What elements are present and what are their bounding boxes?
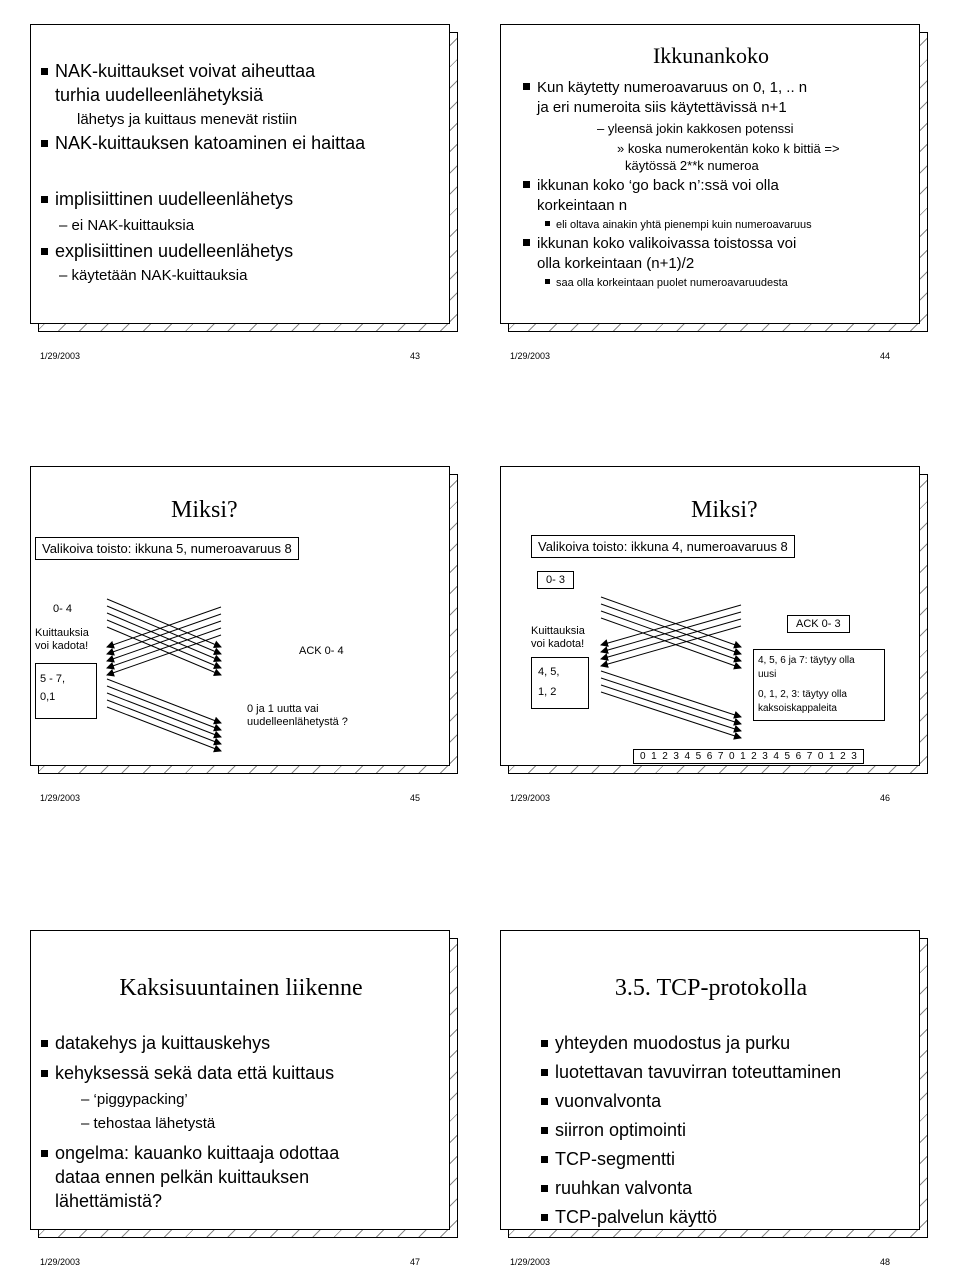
note-line2: uusi	[758, 669, 777, 680]
slide-number: 47	[410, 1257, 421, 1267]
bullet: implisiittinen uudelleenlähetys	[41, 189, 293, 210]
slide-date: 1/29/2003	[40, 351, 81, 361]
window-label: 0- 4	[53, 603, 72, 615]
slide-title: Miksi?	[171, 497, 238, 523]
bullet: ongelma: kauanko kuittaaja odottaa	[41, 1143, 339, 1164]
sequence-strip: 0 1 2 3 4 5 6 7 0 1 2 3 4 5 6 7 0 1 2 3	[633, 749, 864, 764]
slide-title: 3.5. TCP-protokolla	[614, 975, 808, 1001]
bullet: TCP-palvelun käyttö	[541, 1207, 717, 1228]
bullet: vuonvalvonta	[541, 1091, 661, 1112]
sub-sub-bullet-continuation: käytössä 2**k numeroa	[625, 158, 759, 173]
bullet: yhteyden muodostus ja purku	[541, 1033, 790, 1054]
question-line1: 0 ja 1 uutta vai	[247, 703, 319, 715]
bullet: ikkunan koko valikoivassa toistossa voi	[523, 235, 796, 252]
slide-title: Miksi?	[691, 497, 758, 523]
bullet-continuation: turhia uudelleenlähetyksiä	[55, 85, 264, 105]
range-line2: 0,1	[40, 691, 56, 703]
slide-48	[500, 930, 920, 1267]
slide-number: 46	[880, 793, 891, 803]
bullet: kehyksessä sekä data että kuittaus	[41, 1063, 334, 1084]
lost-note-line1: Kuittauksia	[35, 627, 89, 639]
slide-44	[500, 24, 920, 361]
bullet-continuation: ja eri numeroita siis käytettävissä n+1	[537, 99, 787, 116]
slide-face	[30, 466, 450, 766]
bullet: luotettavan tavuvirran toteuttaminen	[541, 1062, 841, 1083]
question-line2: uudelleenlähetystä ?	[247, 716, 348, 728]
bullet: NAK-kuittauksen katoaminen ei haittaa	[41, 133, 365, 154]
lost-note-line2: voi kadota!	[35, 640, 89, 652]
sub-bullet: – yleensä jokin kakkosen potenssi	[597, 121, 794, 136]
slide-number: 43	[410, 351, 421, 361]
subtitle-box: Valikoiva toisto: ikkuna 5, numeroavaruus 8	[35, 537, 299, 560]
slide-number: 45	[410, 793, 421, 803]
slide-face	[30, 24, 450, 324]
ack-label: ACK 0- 4	[299, 645, 344, 657]
range-line1: 5 - 7,	[40, 673, 66, 685]
slide-45	[30, 466, 450, 803]
slide-title: Kaksisuuntainen liikenne	[119, 975, 363, 1001]
slide-date: 1/29/2003	[40, 793, 81, 803]
slide-number: 44	[880, 351, 891, 361]
bullet: explisiittinen uudelleenlähetys	[41, 241, 293, 262]
frame-arrows	[31, 467, 450, 766]
slide-43	[30, 24, 450, 361]
sub-bullet: lähetys ja kuittaus menevät ristiin	[77, 111, 298, 128]
slide-face	[500, 466, 920, 766]
sub-bullet: eli oltava ainakin yhtä pienempi kuin numeroavaruus	[545, 219, 812, 231]
note-line4: kaksoiskappaleita	[758, 703, 837, 714]
bullet: NAK-kuittaukset voivat aiheuttaa	[41, 61, 315, 82]
slide-46	[500, 466, 920, 803]
range-line1: 4, 5,	[538, 666, 560, 678]
note-line3: 0, 1, 2, 3: täytyy olla	[758, 689, 847, 700]
bullet: datakehys ja kuittauskehys	[41, 1033, 270, 1054]
slide-face	[30, 930, 450, 1230]
bullet: Kun käytetty numeroavaruus on 0, 1, .. n	[523, 79, 807, 96]
bullet-continuation: olla korkeintaan (n+1)/2	[537, 255, 695, 272]
bullet-continuation: korkeintaan n	[537, 197, 628, 214]
slide-date: 1/29/2003	[510, 351, 551, 361]
sub-bullet: – ‘piggypacking’	[81, 1091, 188, 1108]
slide-face	[500, 24, 920, 324]
frame-arrows	[501, 467, 920, 766]
lost-note-line2: voi kadota!	[531, 638, 585, 650]
bullet: siirron optimointi	[541, 1120, 686, 1141]
slide-date: 1/29/2003	[40, 1257, 81, 1267]
slide-number: 48	[880, 1257, 891, 1267]
sub-bullet: saa olla korkeintaan puolet numeroavaruudesta	[545, 277, 788, 289]
bullet: ikkunan koko ‘go back n’:ssä voi olla	[523, 177, 779, 194]
bullet: ruuhkan valvonta	[541, 1178, 692, 1199]
slide-title: Ikkunankoko	[652, 43, 770, 68]
range-line2: 1, 2	[538, 686, 557, 698]
sub-bullet: – käytetään NAK-kuittauksia	[59, 267, 248, 284]
ack-box: ACK 0- 3	[787, 615, 850, 633]
window-label-box: 0- 3	[537, 571, 574, 589]
subtitle-box: Valikoiva toisto: ikkuna 4, numeroavaruus 8	[531, 535, 795, 558]
slide-face	[500, 930, 920, 1230]
slide-47	[30, 930, 450, 1267]
sub-sub-bullet: » koska numerokentän koko k bittiä =>	[617, 141, 840, 156]
bullet-continuation: dataa ennen pelkän kuittauksen	[55, 1167, 310, 1187]
bullet: TCP-segmentti	[541, 1149, 675, 1170]
note-line1: 4, 5, 6 ja 7: täytyy olla	[758, 655, 855, 666]
slide-date: 1/29/2003	[510, 793, 551, 803]
sub-bullet: – tehostaa lähetystä	[81, 1115, 216, 1132]
bullet-continuation: lähettämistä?	[55, 1191, 163, 1211]
sub-bullet: – ei NAK-kuittauksia	[59, 217, 195, 234]
slide-date: 1/29/2003	[510, 1257, 551, 1267]
lost-note-line1: Kuittauksia	[531, 625, 585, 637]
